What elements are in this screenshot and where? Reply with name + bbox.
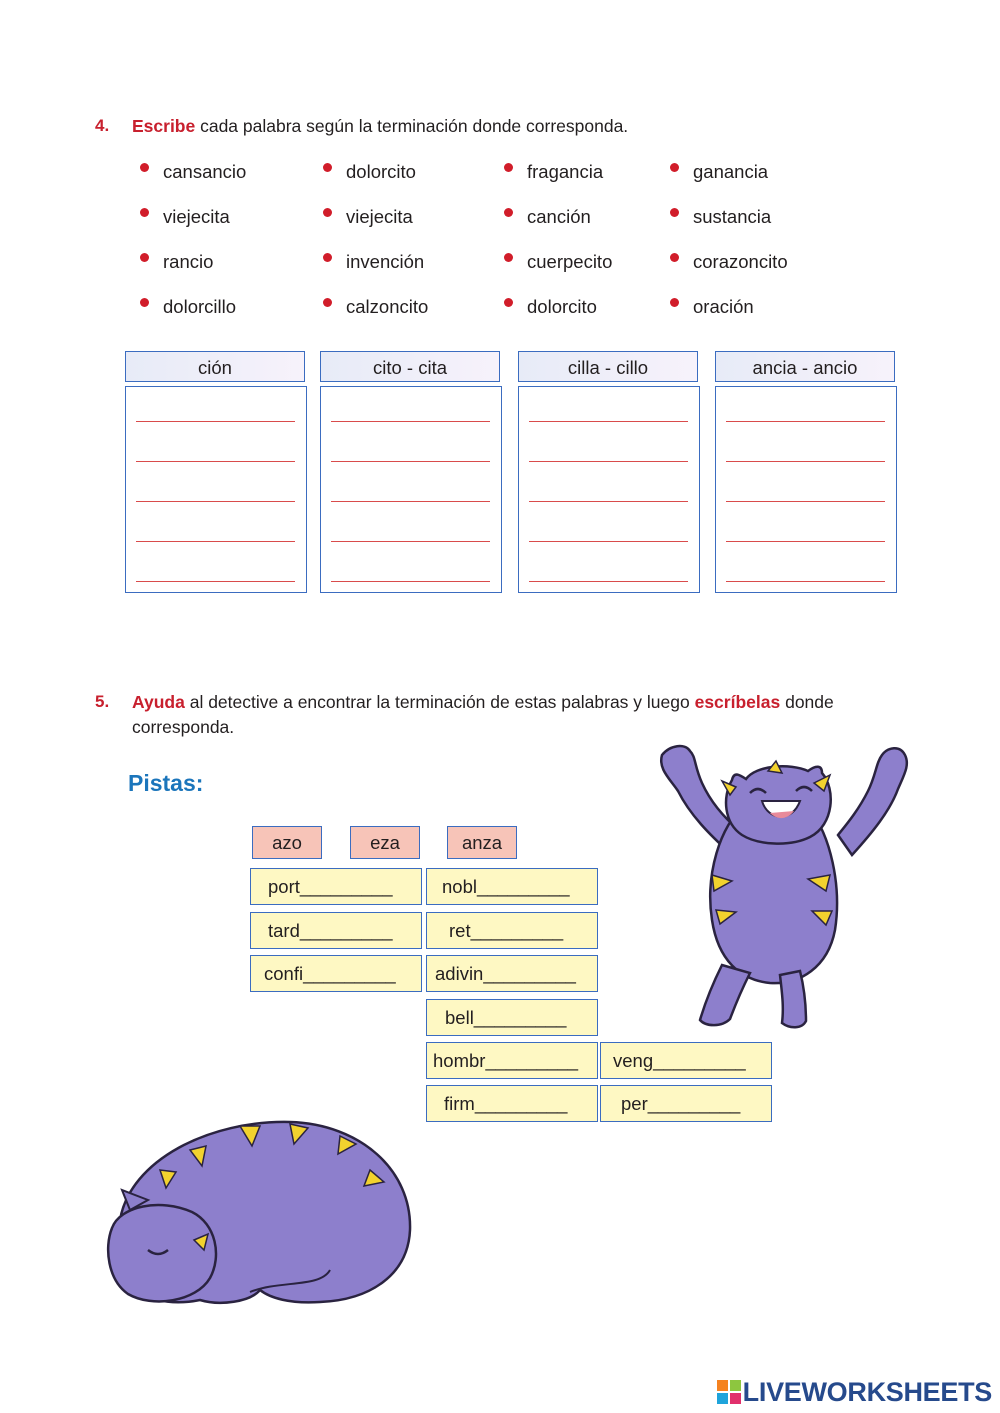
word-item: invención <box>317 248 428 293</box>
answer-input[interactable] <box>136 479 295 502</box>
answer-input[interactable] <box>331 519 490 542</box>
word-item: rancio <box>134 248 246 293</box>
bullet-icon <box>504 208 513 217</box>
bullet-icon <box>670 298 679 307</box>
word-box-ret[interactable]: ret_________ <box>426 912 598 949</box>
logo-text: LIVEWORKSHEETS <box>742 1377 992 1407</box>
standing-cat-illustration <box>650 735 920 1035</box>
answer-box-cion <box>125 386 307 593</box>
q4-text: cada palabra según la terminación donde corresponda. <box>195 116 629 136</box>
word-item: canción <box>498 203 612 248</box>
answer-input[interactable] <box>136 399 295 422</box>
q4-verb: Escribe <box>132 116 196 136</box>
word-box-tard[interactable]: tard_________ <box>250 912 422 949</box>
word-box-port[interactable]: port_________ <box>250 868 422 905</box>
word-column-3 <box>498 158 612 338</box>
bullet-icon <box>323 163 332 172</box>
bullet-icon <box>140 298 149 307</box>
answer-box-cilla-cillo <box>518 386 700 593</box>
word-column-1 <box>134 158 246 338</box>
word-item: dolorcito <box>498 293 612 338</box>
answer-input[interactable] <box>136 559 295 582</box>
bullet-icon <box>504 253 513 262</box>
word-item: sustancia <box>664 203 788 248</box>
bullet-icon <box>140 163 149 172</box>
word-item: cuerpecito <box>498 248 612 293</box>
bullet-icon <box>140 208 149 217</box>
word-item: fragancia <box>498 158 612 203</box>
answer-input[interactable] <box>331 439 490 462</box>
word-item: viejecita <box>134 203 246 248</box>
answer-input[interactable] <box>529 479 688 502</box>
header-cion: ción <box>125 351 305 382</box>
header-cilla-cillo: cilla - cillo <box>518 351 698 382</box>
bullet-icon <box>504 298 513 307</box>
answer-input[interactable] <box>529 439 688 462</box>
bullet-icon <box>323 253 332 262</box>
pistas-title: Pistas: <box>128 770 204 796</box>
word-column-2 <box>317 158 428 338</box>
answer-input[interactable] <box>529 519 688 542</box>
word-item: corazoncito <box>664 248 788 293</box>
logo-icon <box>717 1380 741 1404</box>
answer-input[interactable] <box>331 479 490 502</box>
word-item: calzoncito <box>317 293 428 338</box>
bullet-icon <box>670 253 679 262</box>
answer-input[interactable] <box>726 519 885 542</box>
word-item: viejecita <box>317 203 428 248</box>
bullet-icon <box>323 298 332 307</box>
answer-box-ancia-ancio <box>715 386 897 593</box>
word-item: ganancia <box>664 158 788 203</box>
word-box-per[interactable]: per_________ <box>600 1085 772 1122</box>
answer-input[interactable] <box>726 399 885 422</box>
word-box-bell[interactable]: bell_________ <box>426 999 598 1036</box>
q5-verb: Ayuda <box>132 692 185 712</box>
answer-input[interactable] <box>331 399 490 422</box>
q5-number: 5. <box>95 692 110 711</box>
answer-input[interactable] <box>726 439 885 462</box>
clue-azo: azo <box>252 826 322 859</box>
bullet-icon <box>670 163 679 172</box>
header-ancia-ancio: ancia - ancio <box>715 351 895 382</box>
answer-input[interactable] <box>529 559 688 582</box>
answer-input[interactable] <box>136 519 295 542</box>
q5-instruction: Ayuda al detective a encontrar la terminación de estas palabras y luego escríbelas donde corresponda. <box>132 692 834 737</box>
answer-input[interactable] <box>726 479 885 502</box>
bullet-icon <box>140 253 149 262</box>
word-item: dolorcito <box>317 158 428 203</box>
answer-box-cito-cita <box>320 386 502 593</box>
word-box-confi[interactable]: confi_________ <box>250 955 422 992</box>
bullet-icon <box>323 208 332 217</box>
answer-input[interactable] <box>726 559 885 582</box>
word-column-4 <box>664 158 788 338</box>
header-cito-cita: cito - cita <box>320 351 500 382</box>
sleeping-cat-illustration <box>100 1110 420 1320</box>
word-item: cansancio <box>134 158 246 203</box>
bullet-icon <box>504 163 513 172</box>
word-box-firm[interactable]: firm_________ <box>426 1085 598 1122</box>
liveworksheets-logo <box>717 1377 992 1407</box>
q4-instruction <box>132 114 628 139</box>
bullet-icon <box>670 208 679 217</box>
word-box-veng[interactable]: veng_________ <box>600 1042 772 1079</box>
q5-verb2: escríbelas <box>694 692 781 712</box>
clue-anza: anza <box>447 826 517 859</box>
answer-input[interactable] <box>136 439 295 462</box>
word-box-adivin[interactable]: adivin_________ <box>426 955 598 992</box>
q4-number: 4. <box>95 116 110 135</box>
clue-eza: eza <box>350 826 420 859</box>
word-item: oración <box>664 293 788 338</box>
word-item: dolorcillo <box>134 293 246 338</box>
answer-input[interactable] <box>529 399 688 422</box>
word-box-nobl[interactable]: nobl_________ <box>426 868 598 905</box>
word-box-hombr[interactable]: hombr_________ <box>426 1042 598 1079</box>
answer-input[interactable] <box>331 559 490 582</box>
